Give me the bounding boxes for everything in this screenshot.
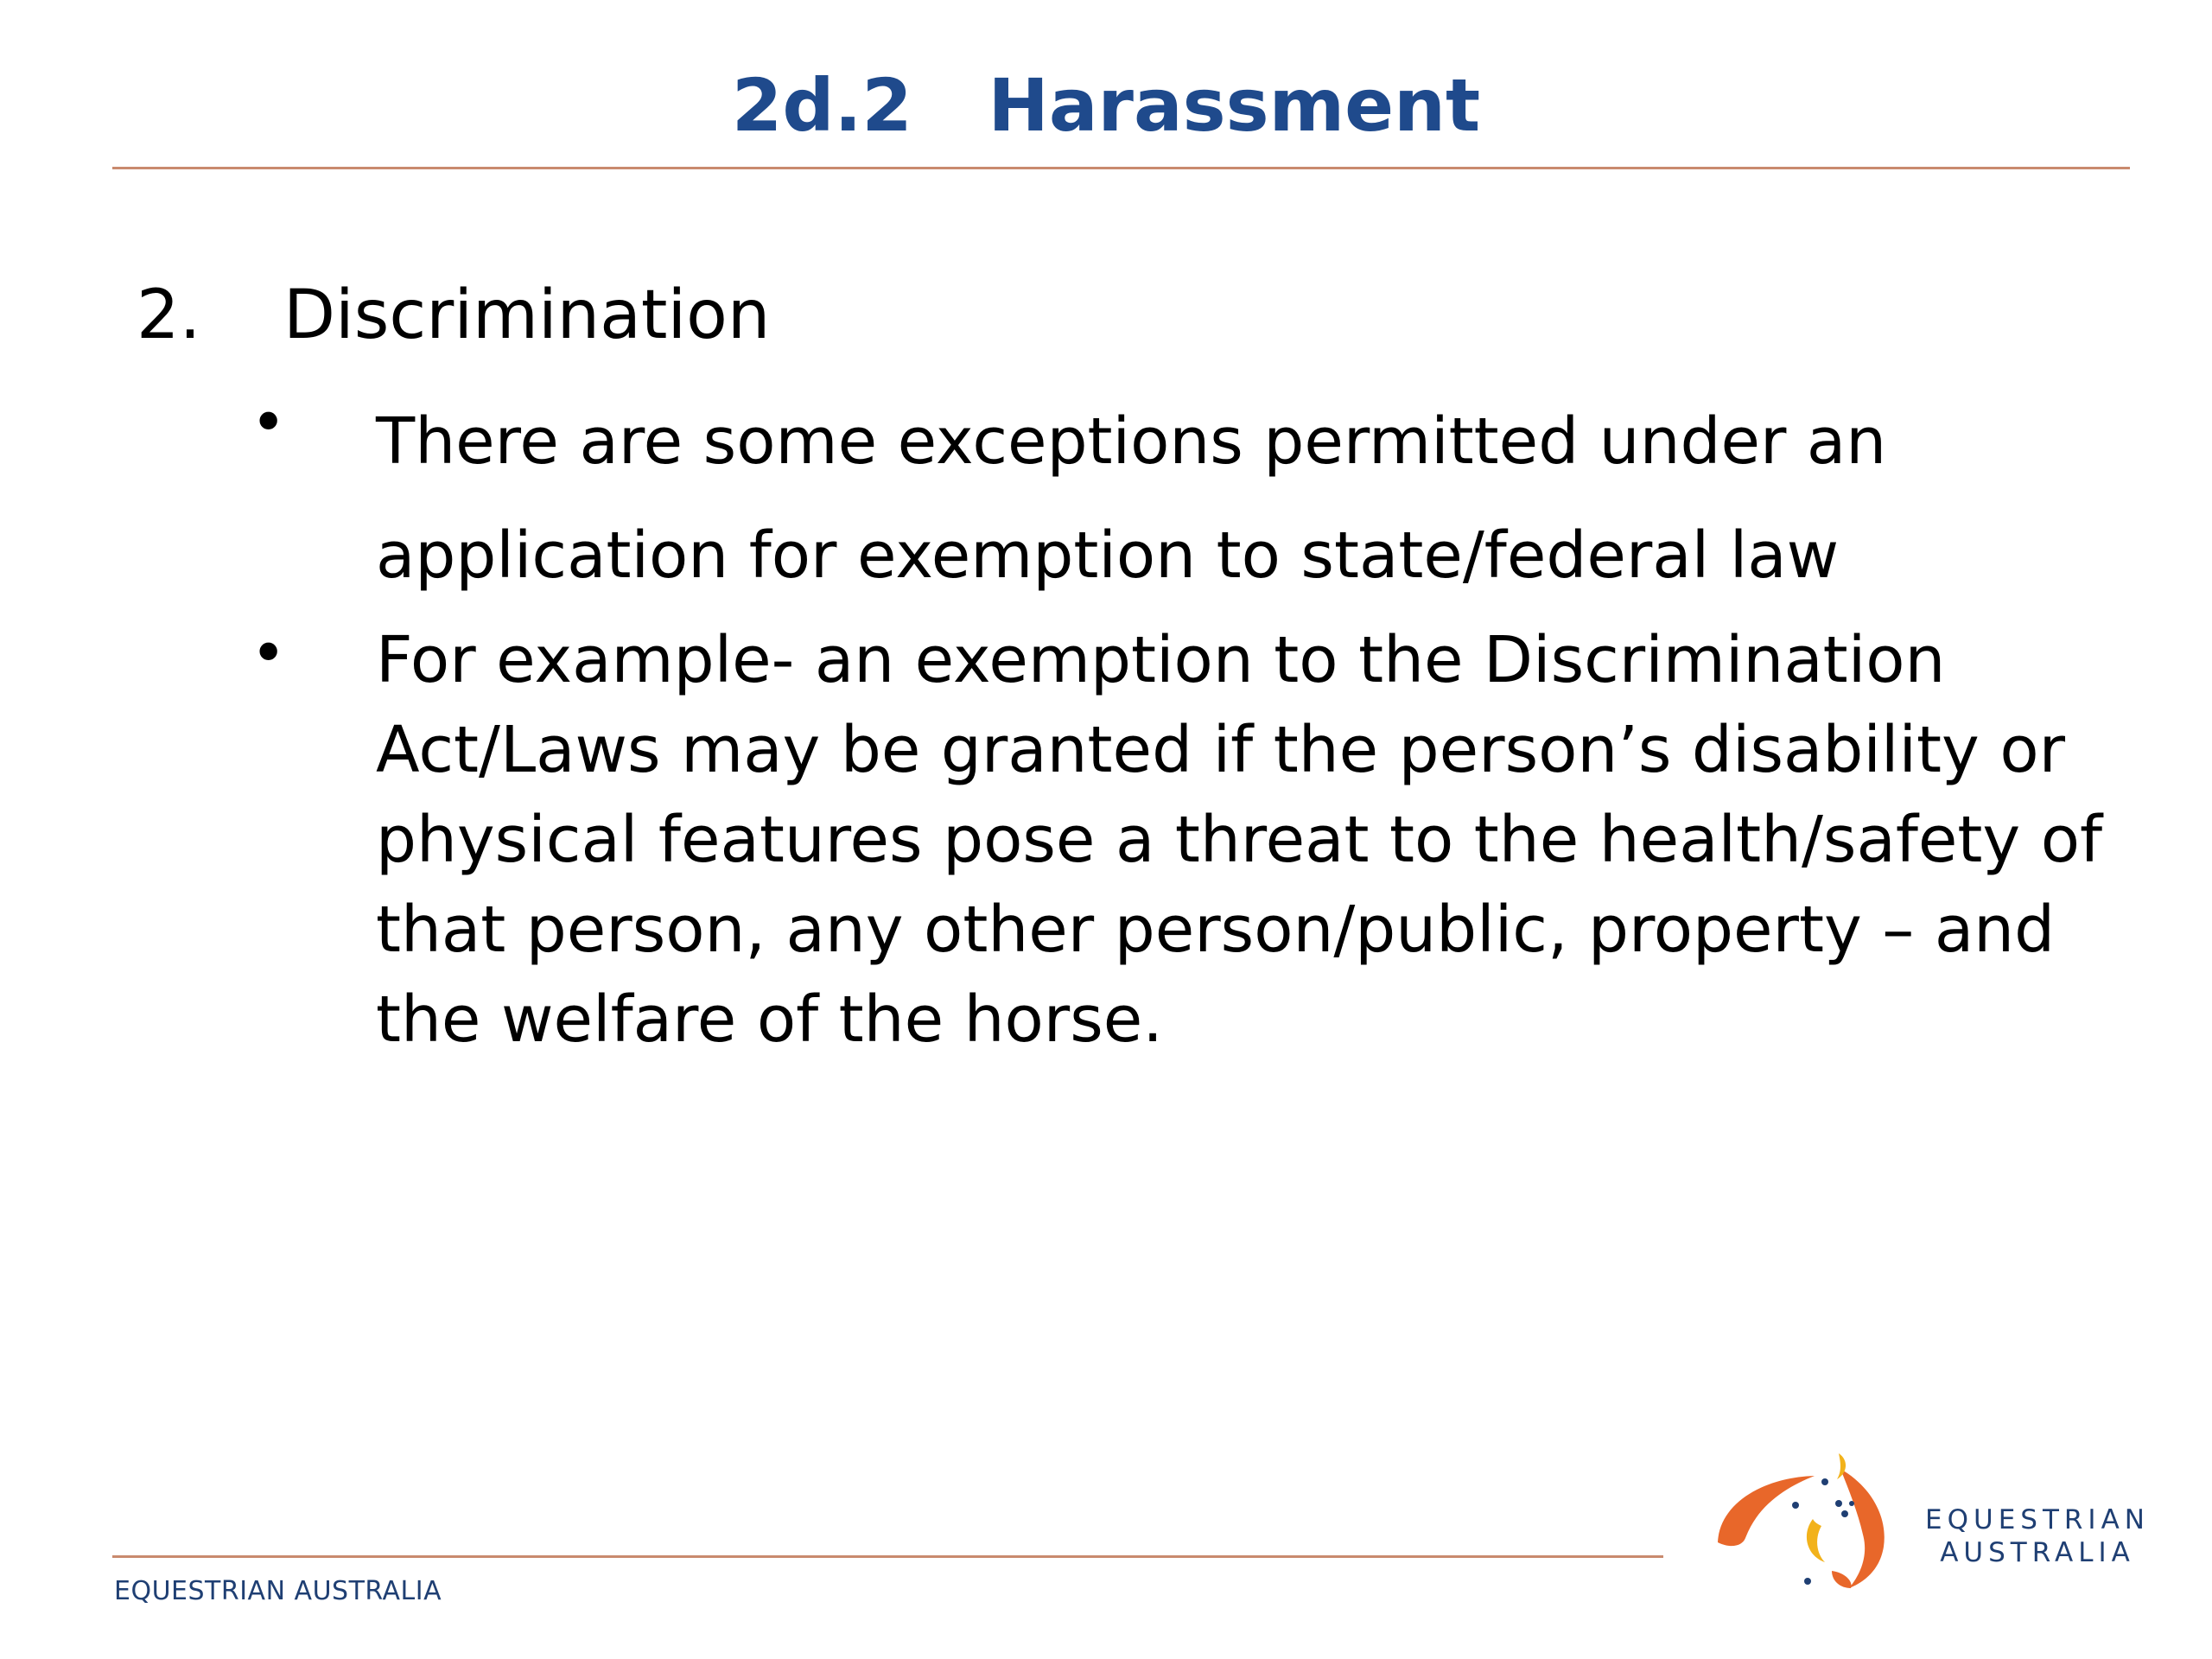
logo-line-2: AUSTRALIA	[1940, 1537, 2135, 1568]
section-number: 2.	[137, 276, 201, 354]
bullet-text-example: For example- an exemption to the Discrimination Act/Laws may be granted if the person’s disability or physical features pose a threat to the health/safety of that person, any other person/public, property – and the welfare of the horse.	[376, 623, 2103, 1057]
logo-wordmark	[1925, 1503, 2150, 1569]
footer-text: EQUESTRIAN AUSTRALIA	[114, 1576, 442, 1606]
equestrian-australia-logo-icon	[1711, 1452, 1923, 1590]
bullet-marker: •	[251, 387, 287, 458]
bullet-marker: •	[251, 618, 287, 689]
footer-divider	[112, 1555, 1663, 1558]
logo-line-1: EQUESTRIAN	[1925, 1504, 2150, 1535]
section-heading: Discrimination	[283, 276, 771, 354]
bullet-text-exceptions: There are some exceptions permitted under an application for exemption to state/federal law	[376, 404, 1887, 593]
slide-title: 2d.2 Harassment	[731, 63, 1481, 148]
title-divider	[112, 167, 2130, 169]
